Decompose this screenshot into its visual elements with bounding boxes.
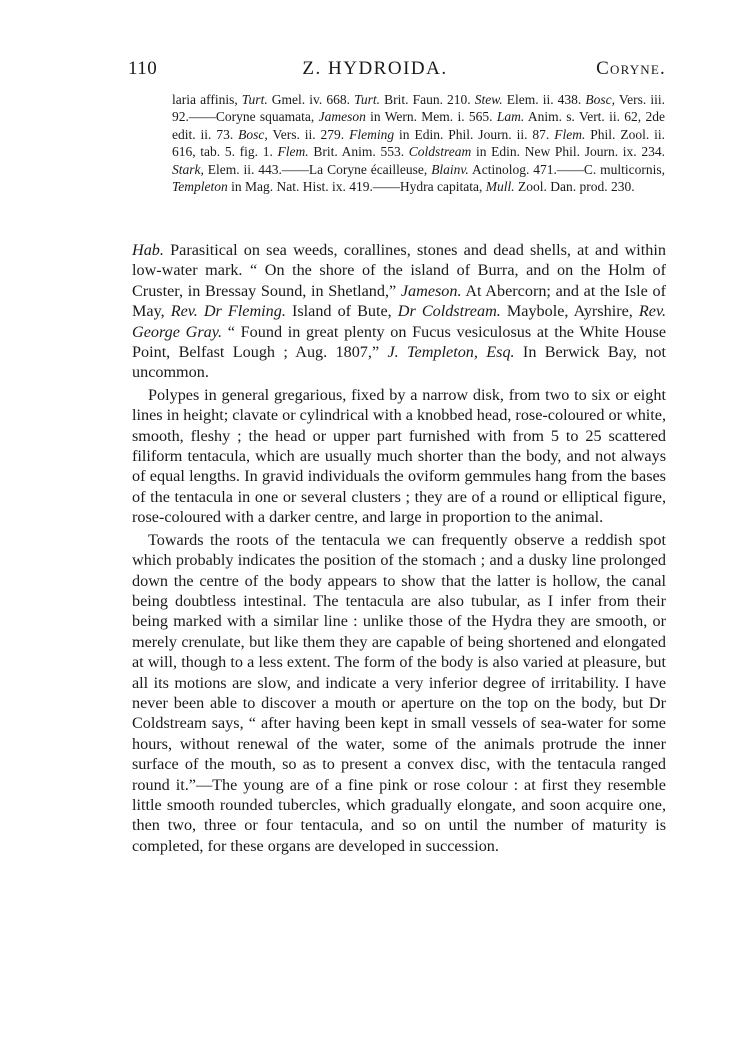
- text-run: in Wern. Mem. i. 565.: [365, 109, 497, 125]
- text-run: Island of Bute,: [285, 302, 398, 321]
- italic-text: Hab.: [132, 241, 164, 259]
- italic-text: Dr Coldstream.: [397, 302, 501, 321]
- text-run: Parasitical on sea weeds, corallines, stones and dead shells, at and within low-water mark. “ On the shore of the island of Burra, and on the Holm of Cruster, in Bressay Sound, in Shetland,”: [132, 241, 666, 300]
- italic-text: Turt.: [354, 92, 380, 107]
- text-run: Maybole, Ayrshire,: [500, 302, 639, 321]
- italic-text: Mull.: [485, 179, 515, 195]
- text-run: Towards the roots of the tentacula we can frequently observe a reddish spot which probably indicates the position of the stomach ; and a dusky line prolonged down the centre of the body appears to show that the latter is hollow, the canal being doubtless intestinal. The tentacula are also tubular, as I infer from their being marked with a similar line : unlike those of the Hydra they are smooth, or merely crenulate, but like them they are capable of being shortened and elongated at will, though to a less extent. The form of the body is also varied at pleasure, but all its motions are slow, and indicate a very inferior degree of irritability. I have never been able to discover a mouth or aperture on the top on the body, but Dr Coldstream says, “ after having been kept in small vessels of sea-water for some hours, without renewal of the water, some of the animals protrude the inner surface of the mouth, so as to present a convex disc, with the tentacula ranged round it.”—The young are of a fine pink or rose colour : at first they resemble little smooth rounded tubercles, which gradually elongate, and soon acquire one, then two, three or four tentacula, and so on until the number of maturity is completed, for these organs are developed in succession.: [132, 530, 666, 855]
- text-run: Elem. ii. 438.: [502, 92, 586, 107]
- italic-text: Flem.: [554, 126, 586, 142]
- italic-text: Bosc,: [238, 126, 268, 142]
- text-run: Vers. ii. 279.: [267, 126, 350, 142]
- text-run: Zool. Dan. prod. 230.: [514, 179, 635, 195]
- text-run: Brit. Anim. 553.: [308, 144, 409, 160]
- text-run: Polypes in general gregarious, fixed by a narrow disk, from two to six or eight lines in height; clavate or cylindrical with a knobbed head, rose-coloured or white, smooth, fleshy ; the head or upper part furnished with from 5 to 25 scattered filiform tentacula, which are usually much shorter than the body, and not always of equal lengths. In gravid individuals the oviform gemmules hang from the bases of the tentacula in one or several clusters ; they are of a round or elliptical figure, rose-coloured with a darker centre, and large in proportion to the animal.: [132, 385, 667, 527]
- italic-text: Turt.: [241, 92, 268, 107]
- main-text: [132, 240, 666, 856]
- paragraph: [132, 385, 666, 528]
- italic-text: Templeton: [172, 179, 228, 195]
- italic-text: Rev. Dr Fleming.: [170, 302, 286, 321]
- running-title: Z. HYDROIDA.: [302, 58, 448, 79]
- page-number: 110: [128, 58, 158, 79]
- text-run: in Mag. Nat. Hist. ix. 419.——Hydra capitata,: [227, 179, 486, 195]
- italic-text: Bosc,: [585, 92, 616, 107]
- italic-text: Jameson.: [400, 281, 462, 300]
- text-run: At Abercorn; and at the Isle of May,: [132, 281, 666, 321]
- text-run: in Edin. Phil. Journ. ii. 87.: [394, 126, 555, 142]
- text-run: Vers. iii. 92.——Coryne squamata,: [172, 92, 665, 125]
- synonymy-block: [172, 91, 665, 195]
- italic-text: Coldstream: [408, 144, 472, 160]
- italic-text: Fleming: [349, 126, 395, 142]
- italic-text: J. Templeton, Esq.: [387, 343, 515, 362]
- italic-text: Blainv.: [431, 161, 469, 177]
- italic-text: Lam.: [496, 109, 525, 125]
- text-run: Phil. Zool. ii. 616, tab. 5. fig. 1.: [172, 126, 665, 160]
- text-run: Elem. ii. 443.——La Coryne écailleuse,: [203, 161, 432, 177]
- italic-text: Flem.: [277, 144, 309, 160]
- text-run: In Berwick Bay, not uncommon.: [132, 343, 666, 382]
- text-run: Brit. Faun. 210.: [380, 92, 475, 107]
- paragraph: [132, 530, 666, 857]
- text-run: Actinolog. 471.——C. multicornis,: [468, 161, 665, 177]
- text-run: in Edin. New Phil. Journ. ix. 234.: [471, 144, 665, 160]
- italic-text: Rev. George Gray.: [132, 302, 666, 341]
- text-run: “ Found in great plenty on Fucus vesiculosus at the White House Point, Belfast Lough ; Aug. 1807,”: [132, 322, 667, 362]
- italic-text: Stew.: [474, 92, 503, 107]
- paragraph: [132, 240, 666, 383]
- text-run: Anim. s. Vert. ii. 62, 2de edit. ii. 73.: [172, 109, 665, 142]
- text-run: laria affinis,: [172, 92, 242, 107]
- italic-text: Stark,: [172, 161, 204, 177]
- running-genus: Coryne.: [596, 58, 666, 79]
- italic-text: Jameson: [318, 109, 366, 125]
- synonymy-text: [172, 91, 665, 195]
- text-run: Gmel. iv. 668.: [267, 92, 355, 107]
